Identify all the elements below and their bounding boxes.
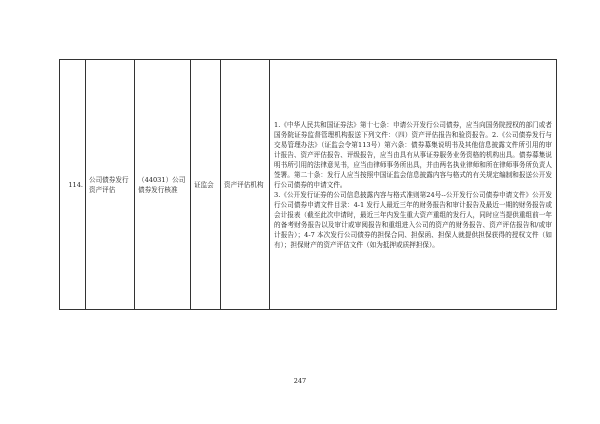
material-name-cell: 资产评估机构 [221, 60, 270, 310]
requirement-paragraph-1: 1.《中华人民共和国证券法》第十七条：申请公开发行公司债券，应当向国务院授权的部门或者国务院证券监督管理机构报送下列文件：（四）资产评估报告和验资报告。2.《公司债券发行与交易管理办法》（证监会令第113号）第六条：债券募集说明书及其他信息披露文件所引用的审计报告、资产评估报告、评级报告，应当由具有从事证券服务业务资格的机构出具。债券募集说明书所引用的法律意见书，应当由律师事务所出具，并由两名执业律师和所在律师事务所负责人签署。第二十条：发行人应当按照中国证监会信息披露内容与格式的有关规定编制和报送公开发行公司债券的申请文件。 [274, 120, 552, 189]
page-number: 247 [293, 377, 307, 385]
requirements-table [59, 59, 557, 310]
row-number: 114. [60, 60, 86, 310]
requirements-cell [270, 60, 557, 310]
item-name-cell: 公司债券发行资产评估 [86, 60, 135, 310]
table-row [60, 60, 557, 310]
organization-cell: 证监会 [191, 60, 221, 310]
basis-cell: （44031）公司债券发行核准 [135, 60, 191, 310]
requirement-paragraph-2: 3.《公开发行证券的公司信息披露内容与格式准则第24号--公开发行公司债券申请文件》公开发行公司债券申请文件目录：4-1 发行人最近三年的财务报告和审计报告及最近一期的财务报告或会计报表（截至此次申请时，最近三年内发生重大资产重组的发行人，同时应当提供重组前一年的备考财务报告以及审计或审阅报告和重组进入公司的资产的财务报告、资产评估报告和/或审计报告）；4-7 本次发行公司债券的担保合同、担保函、担保人就提供担保获得的授权文件（如有）；担保财产的资产评估文件（如为抵押或质押担保）。 [274, 190, 552, 249]
